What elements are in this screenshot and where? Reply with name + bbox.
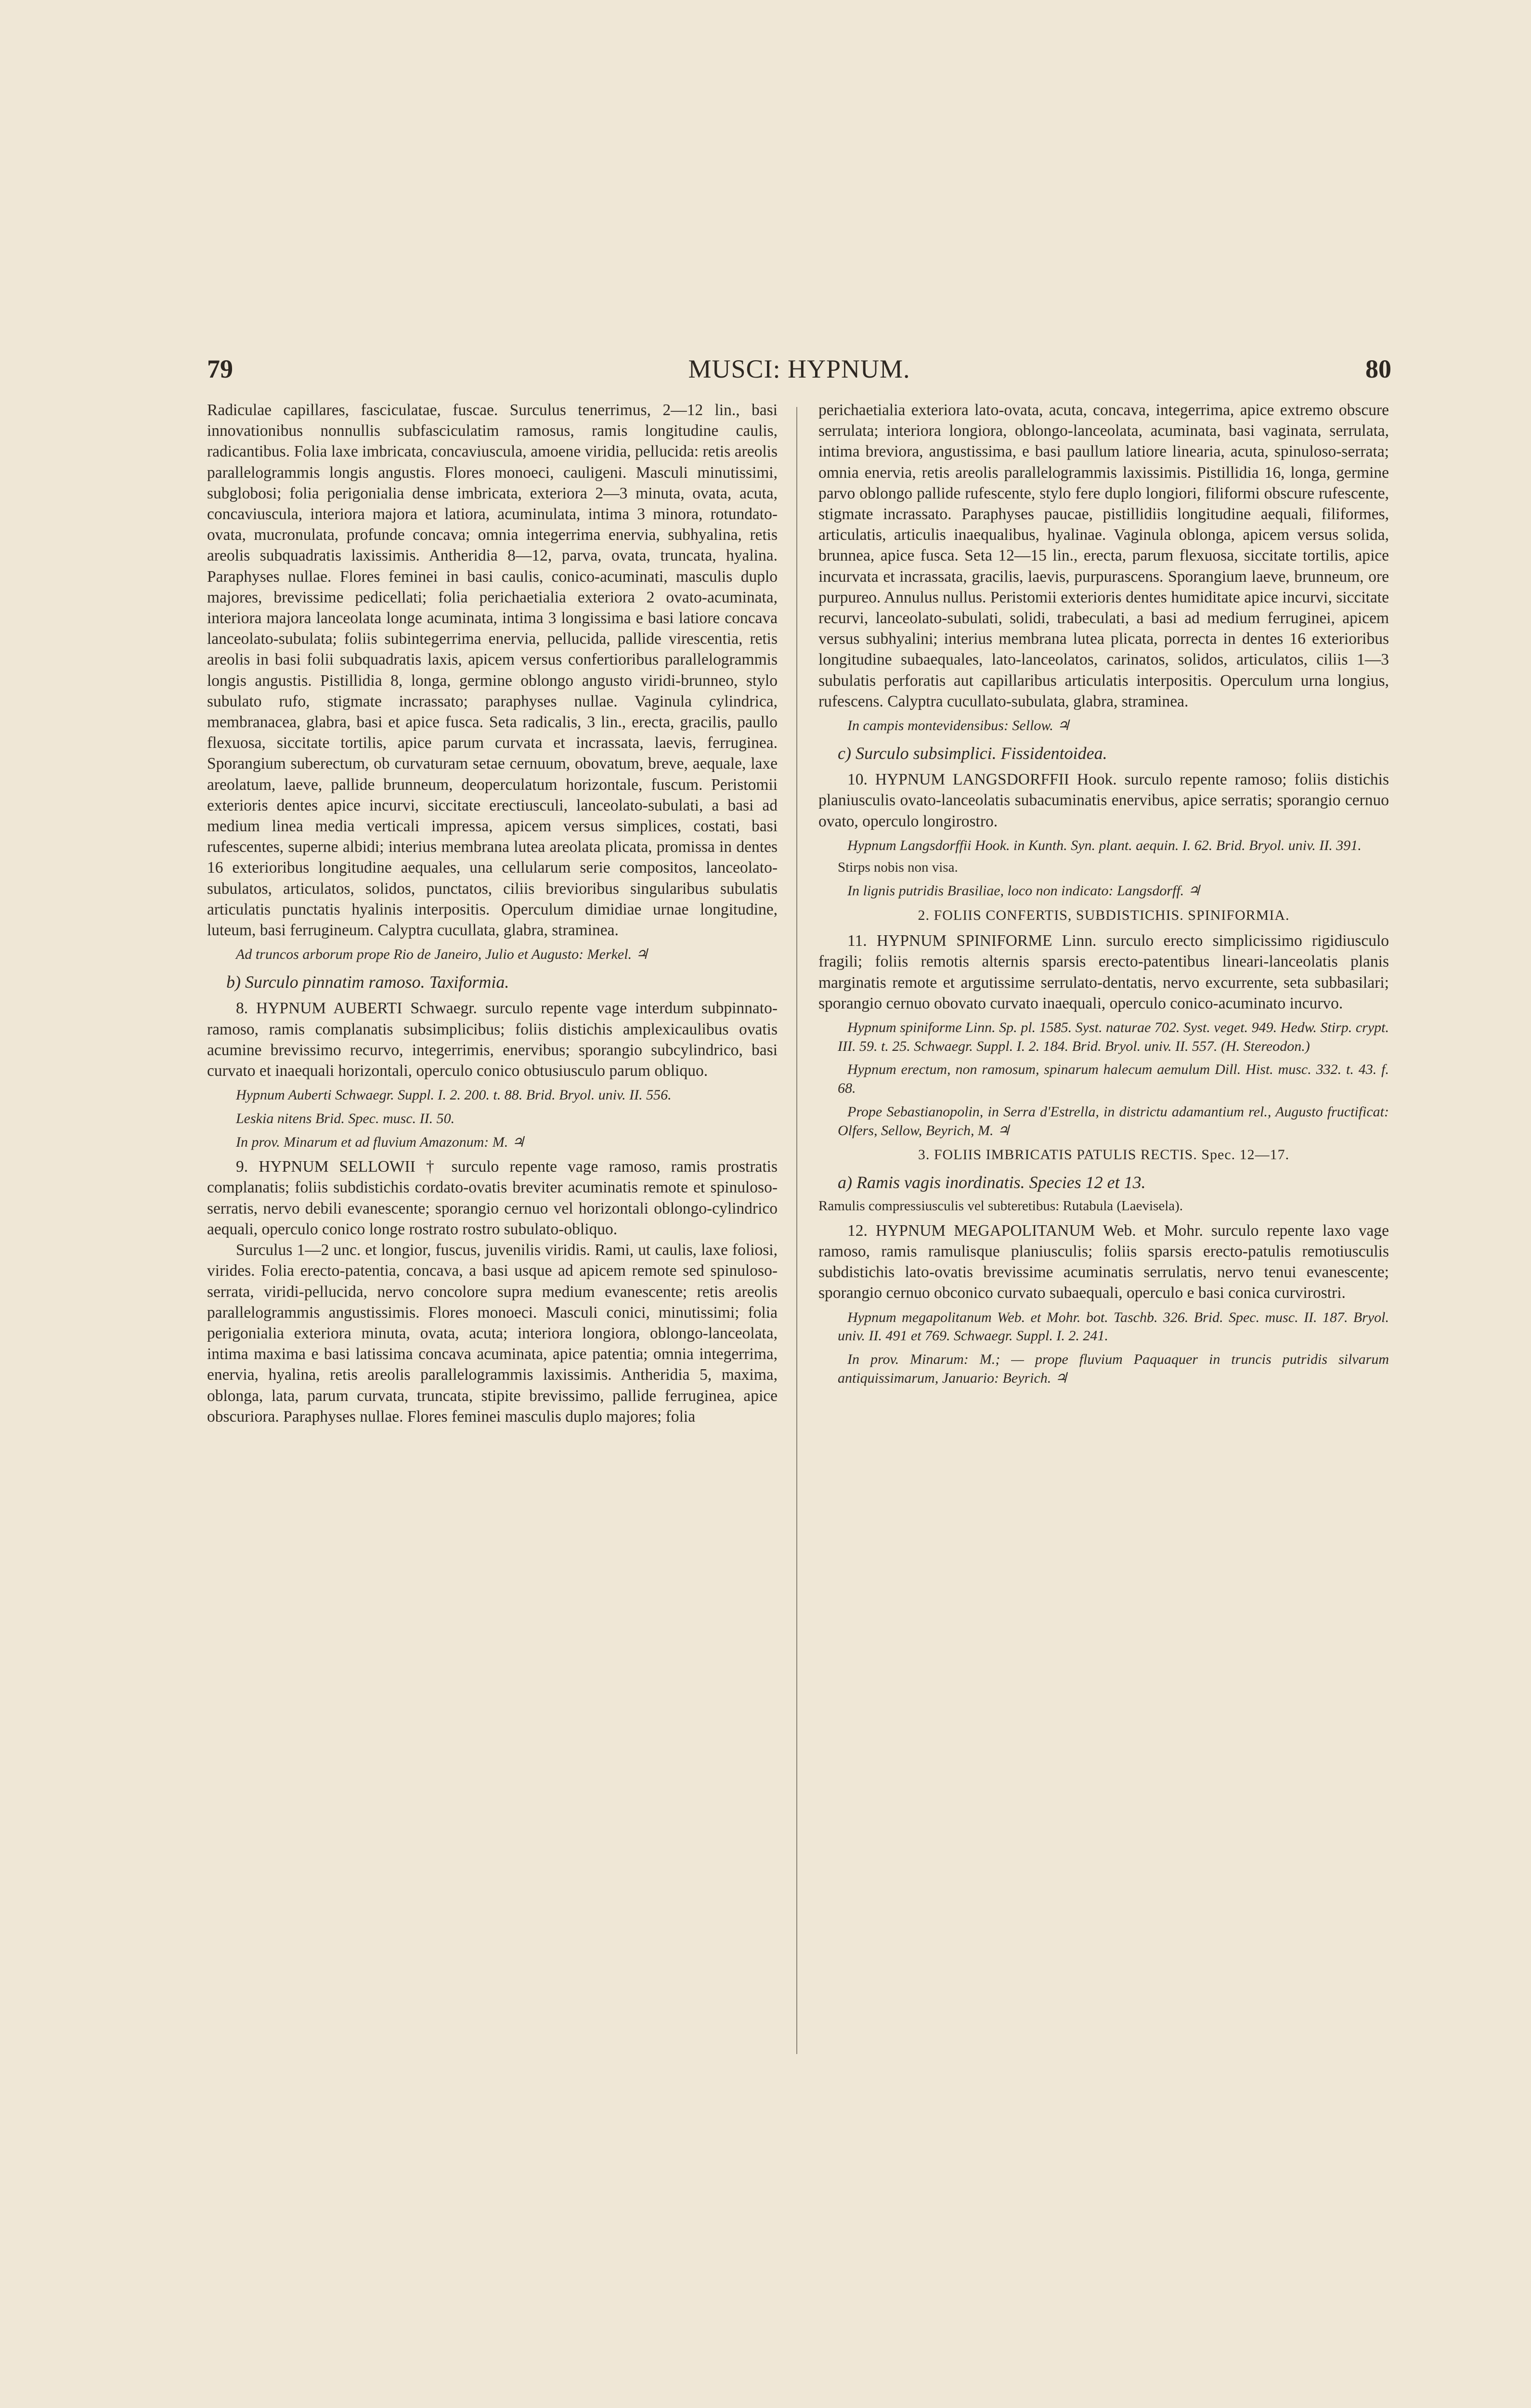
locality: In prov. Minarum: M.; — prope fluvium Paquaquer in truncis putridis silvarum antiquissimarum, Januario: Beyrich. ♃ <box>838 1351 1389 1386</box>
locality: In lignis putridis Brasiliae, loco non indicato: Langsdorff. ♃ <box>847 882 1201 899</box>
running-title: MUSCI: HYPNUM. <box>688 354 910 383</box>
description-paragraph: Radiculae capillares, fasciculatae, fuscae. Surculus tenerrimus, 2—12 lin., basi innovationibus nonnullis subfasciculatim ramosus, ramis longitudine caulis, radicantibus. Folia laxe imbricata, concaviuscula, amoene viridia, pellucida: retis areolis parallelogrammis longis angustis. Flores monoeci, cauligeni. Masculi minutissimi, subglobosi; folia perigonialia dense imbricata, exteriora 2—3 minuta, ovata, acuta, concaviuscula, interiora majora et latiora, acuminulata, intima 3 minora, rotundato-ovata, mucronulata, profunde concava; omnia integerrima enervia, subhyalina, retis areolis subquadratis laxissimis. Antheridia 8—12, parva, ovata, truncata, hyalina. Paraphyses nullae. Flores feminei in basi caulis, conico-acuminati, masculis duplo majores, brevissime pedicellati; folia perichaetialia exteriora 2 ovato-acuminata, interiora majora lanceolata longe acuminata, intima 3 longissima e basi latiore concava lanceolato-subulata; foliis subintegerrima enervia, pellucida, pallide virescentia, retis areolis in basi folii subquadratis laxis, apicem versus confertioribus parallelogrammis longis angustis. Pistillidia 8, longa, germine oblongo angusto viridi-brunneo, stylo subulato rufo, stigmate incrassato; paraphyses nullae. Vaginula cylindrica, membranacea, glabra, basi et apice fusca. Seta radicalis, 3 lin., erecta, gracilis, paullo flexuosa, siccitate tortilis, apice parum curvata et incrassata, laevis, ferruginea. Sporangium suberectum, ob curvaturam setae cernuum, obovatum, breve, aequale, laxe areolatum, laeve, pallide brunneum, deoperculatum horizontale, fuscum. Peristomii exterioris dentes apice incurvi, siccitate erectiusculi, lanceolato-subulati, a basi ad medium linea media verticali impressa, apicem versus simplices, costati, basi rufescentes, superne albidi; interius membrana lutea areolata plicata, promissa in dentes 16 exterioribus longitudine aequales, una cellularum serie compositos, lanceolato-subulatos, articulatos, solidos, punctatos, ciliis brevioribus singularibus subulatis articulatis punctatis hyalinis interpositis. Operculum dimidiae urnae longitudine, luteum, basi ferrugineum. Calyptra cucullata, glabra, straminea. <box>207 401 778 940</box>
left-column <box>207 400 778 1427</box>
subsection-heading: c) Surculo subsimplici. Fissidentoidea. <box>838 743 1107 763</box>
synonym-citation: Leskia nitens Brid. Spec. musc. II. 50. <box>236 1110 455 1126</box>
note: Ramulis compressiusculis vel subteretibus: Rutabula (Laevisela). <box>818 1198 1183 1214</box>
subsection-heading: b) Surculo pinnatim ramoso. Taxiformia. <box>226 972 509 992</box>
synonym-citation: Hypnum megapolitanum Web. et Mohr. bot. Taschb. 326. Brid. Spec. musc. II. 187. Bryol. univ. II. 491 et 769. Schwaegr. Suppl. I. 2. 241. <box>838 1309 1389 1344</box>
note: Stirps nobis non visa. <box>838 860 958 876</box>
page-number-left: 79 <box>207 354 233 383</box>
page-number-right: 80 <box>1365 354 1391 383</box>
species-diagnosis: 8. HYPNUM AUBERTI Schwaegr. surculo repente vage interdum subpinnato-ramoso, ramis complanatis subsimplicibus; foliis distichis amplexicaulibus ovatis acumine brevissimo recurvo, integerrimis, enervibus; sporangio subcylindrico, basi curvato et inaequali horizontali, operculo conico obtusiusculo parum obliquo. <box>207 999 778 1080</box>
section-heading: 3. FOLIIS IMBRICATIS PATULIS RECTIS. Spec. 12—17. <box>918 1147 1290 1163</box>
synonym-citation: Hypnum erectum, non ramosum, spinarum halecum aemulum Dill. Hist. musc. 332. t. 43. f. 68. <box>838 1061 1389 1097</box>
synonym-citation: Hypnum spiniforme Linn. Sp. pl. 1585. Syst. naturae 702. Syst. veget. 949. Hedw. Stirp. crypt. III. 59. t. 25. Schwaegr. Suppl. I. 2. 184. Brid. Bryol. univ. II. 557. (H. Stereodon.) <box>838 1020 1389 1054</box>
locality: Prope Sebastianopolin, in Serra d'Estrella, in districtu adamantium rel., Augusto fructificat: Olfers, Sellow, Beyrich, M. ♃ <box>838 1103 1389 1139</box>
species-diagnosis: 9. HYPNUM SELLOWII † surculo repente vage ramoso, ramis prostratis complanatis; foliis subdistichis cordato-ovatis breviter acuminatis remote et spinuloso-serratis, nervo debili evanescente; sporangio cernuo vel horizontali oblongo-cylindrico aequali, operculo conico longe rostrato rostro subulato-obliquo. <box>207 1158 778 1238</box>
page-header <box>207 354 1391 402</box>
synonym-citation: Hypnum Langsdorffii Hook. in Kunth. Syn. plant. aequin. I. 62. Brid. Bryol. univ. II. 391. <box>847 837 1362 853</box>
subsection-heading: a) Ramis vagis inordinatis. Species 12 et 13. <box>838 1172 1146 1192</box>
synonym-citation: Hypnum Auberti Schwaegr. Suppl. I. 2. 200. t. 88. Brid. Bryol. univ. II. 556. <box>236 1087 672 1103</box>
locality: In campis montevidensibus: Sellow. ♃ <box>847 718 1070 734</box>
locality: In prov. Minarum et ad fluvium Amazonum: M. ♃ <box>236 1134 525 1150</box>
description-paragraph: Surculus 1—2 unc. et longior, fuscus, juvenilis viridis. Rami, ut caulis, laxe foliosi, virides. Folia erecto-patentia, concava, a basi usque ad apicem remote sed spinuloso-serrata, viridi-pellucida, nervo concolore supra medium evanescente; retis areolis parallelogrammis angustissimis. Flores monoeci. Masculi conici, minutissimi; folia perigonialia exteriora minuta, ovata, acuta; interiora longiora, oblongo-lanceolata, intima maxima e basi latissima concava acuminata, apice patentia; omnia integerrima, enervia, hyalina, retis areolis parallelogrammis laxissimis. Antheridia 5, maxima, oblonga, lata, parum curvata, truncata, stipite brevissimo, pallide ferruginea, apice obscuriora. Paraphyses nullae. Flores feminei masculis duplo majores; folia <box>207 1241 778 1426</box>
species-diagnosis: 11. HYPNUM SPINIFORME Linn. surculo erecto simplicissimo rigidiusculo fragili; foliis remotis alternis sparsis erecto-patentibus lineari-lanceolatis planis marginatis remote et argutissime serrulato-dentatis, nervo excurrente, seta subbasilari; sporangio cernuo obovato curvato inaequali, operculo conico-acuminato incurvo. <box>818 932 1389 1012</box>
section-heading: 2. FOLIIS CONFERTIS, SUBDISTICHIS. SPINIFORMIA. <box>918 907 1290 923</box>
right-column <box>818 400 1389 1391</box>
species-diagnosis: 10. HYPNUM LANGSDORFFII Hook. surculo repente ramoso; foliis distichis planiusculis ovato-lanceolatis subacuminatis enervibus, apice serratis; sporangio cernuo ovato, operculo longirostro. <box>818 771 1389 830</box>
locality: Ad truncos arborum prope Rio de Janeiro, Julio et Augusto: Merkel. ♃ <box>236 946 649 963</box>
description-paragraph: perichaetialia exteriora lato-ovata, acuta, concava, integerrima, apice extremo obscure serrulata; interiora longiora, oblongo-lanceolata, acuminata, basi vaginata, serrulata, intima breviora, angustissima, e basi paullum latiore linearia, acuta, spinuloso-serrata; omnia enervia, retis areolis parallelogrammis laxissimis. Pistillidia 16, longa, germine parvo oblongo pallide rufescente, stylo fere duplo longiori, filiformi obscure rufescente, stigmate incrassato. Paraphyses paucae, pistillidiis longitudine aequali, filiformes, articulatis, articulis inaequalibus, hyalinae. Vaginula oblonga, apicem versus solida, brunnea, apice fusca. Seta 12—15 lin., erecta, parum flexuosa, siccitate tortilis, apice incurvata et incrassata, gracilis, laevis, purpurascens. Sporangium laeve, brunneum, ore purpureo. Annulus nullus. Peristomii exterioris dentes humiditate apice incurvi, siccitate recurvi, lanceolato-subulati, solidi, trabeculati, a basi ad medium ferruginei, apicem versus subhyalini; interius membrana lutea plicata, porrecta in dentes 16 exterioribus longitudine subaequales, lato-lanceolatos, carinatos, solidos, articulatos, ciliis 1—3 subulatis perforatis aut capillaribus articulatis interpositis. Operculum urna longius, rufescens. Calyptra cucullato-subulata, glabra, straminea. <box>818 401 1389 710</box>
column-divider <box>796 407 797 2054</box>
species-diagnosis: 12. HYPNUM MEGAPOLITANUM Web. et Mohr. surculo repente laxo vage ramoso, ramis ramulisque planiusculis; foliis sparsis erecto-patulis remotiusculis subdistichis lato-ovatis brevissime acuminatis serrulatis, nervo tenui evanescente; sporangio cernuo obconico curvato subaequali, operculo e basi conica curvirostri. <box>818 1221 1389 1302</box>
